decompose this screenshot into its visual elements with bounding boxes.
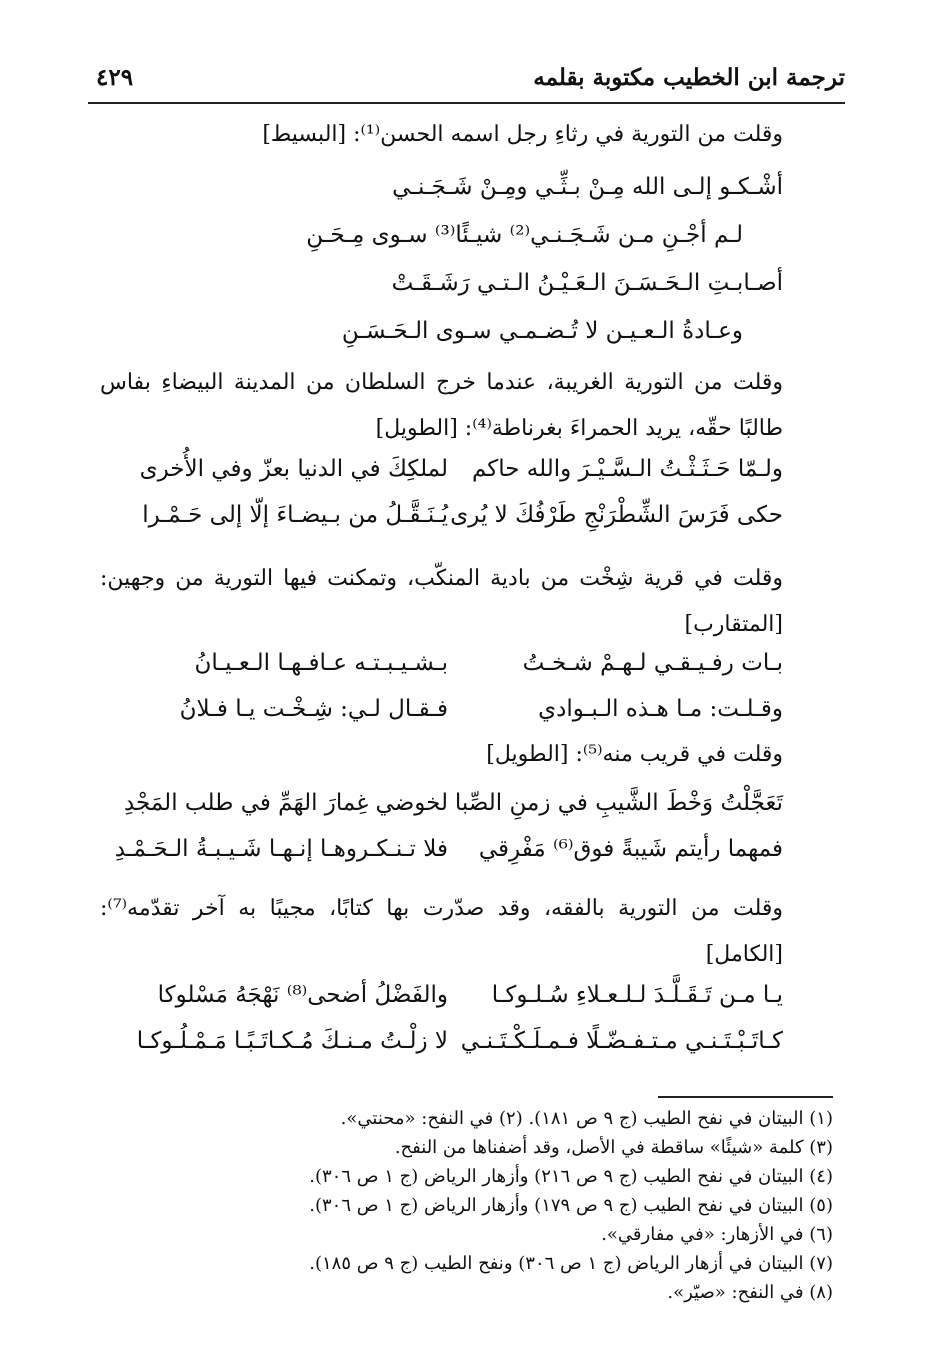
verse-hemistich-left: فـقـال لـي: شِـخْـت يـا فـلانُ xyxy=(179,696,448,722)
verse-hemistich-right: وقـلـت: مـا هـذه الـبـوادي xyxy=(538,696,783,722)
verse-line: أصـابـتِ الـحَـسَـنَ الـعَـيْـنُ الـتـي رَشَـقَـتْ xyxy=(391,270,783,296)
paragraph-intro-5: وقلت من التورية بالفقه، وقد صدّرت بها كتابًا، مجيبًا به آخر تقدّمه⁽⁷⁾: [الكامل] xyxy=(100,896,783,967)
footnote: (٤) البيتان في نفح الطيب (ج ٩ ص ٢١٦) وأزهار الرياض (ج ١ ص ٣٠٦). xyxy=(309,1166,833,1187)
verse-hemistich-right: حكى فَرَسَ الشِّطْرَنْجِ طَرْفُكَ لا يُرى xyxy=(450,502,783,528)
paragraph-intro-3: وقلت في قرية شِخْت من بادية المنكّب، وتمكنت فيها التورية من وجهين: [المتقارب] xyxy=(100,566,783,637)
verse-hemistich-left: والفَضْلُ أضحى⁽⁸⁾ نَهْجَهُ مَسْلوكا xyxy=(157,982,448,1008)
footnote: (٦) في الأزهار: «في مفارقي». xyxy=(601,1224,833,1245)
footnote: (٧) البيتان في أزهار الرياض (ج ١ ص ٣٠٦) ونفح الطيب (ج ٩ ص ١٨٥). xyxy=(309,1253,833,1274)
verse-hemistich-left: يُـنَـقَّـلُ من بـيضـاءَ إلّا إلى حَـمْـرا xyxy=(142,502,448,528)
footnote: (٨) في النفح: «صيّر». xyxy=(667,1282,833,1303)
verse-hemistich-left: لا زلْـتُ مـنـكَ مُـكـاتَـبًـا مَـمْـلُـوكـا xyxy=(136,1028,448,1054)
footnote: (٣) كلمة «شيئًا» ساقطة في الأصل، وقد أضفناها من النفح. xyxy=(394,1137,833,1158)
page-header xyxy=(88,58,845,104)
footnote-rule xyxy=(658,1096,833,1098)
verse-hemistich-right: بـات رفـيـقـي لـهـمْ شـخـتُ xyxy=(522,650,783,676)
verse-hemistich-left: لخوضي غِمارَ الهَمِّ في طلب المَجْدِ xyxy=(123,790,448,816)
paragraph-intro-1: وقلت من التورية في رثاءِ رجل اسمه الحسن⁽¹⁾: [البسيط] xyxy=(262,122,783,147)
paragraph-intro-2: وقلت من التورية الغريبة، عندما خرج السلطان من المدينة البيضاءِ بفاس طالبًا حقّه، يريد الحمراءَ بغرناطة⁽⁴⁾: [الطويل] xyxy=(100,370,783,441)
verse-hemistich-right: يـا مـن تَـقَـلَّـدَ لـلـعـلاءِ سُـلـوكـا xyxy=(491,982,783,1008)
footnotes xyxy=(120,1104,833,1307)
verse-hemistich-right: كـاتَـبْـتَـنـي مـتـفـضّـلًا فـمـلَـكْـتَـنـي xyxy=(460,1028,783,1054)
verse-hemistich-left: فلا تـنـكـروهـا إنـهـا شَـيـبـةُ الـحَـمْـدِ xyxy=(114,836,448,862)
verse-hemistich-left: بـشـيـبـتـه عـافـهـا الـعـيـانُ xyxy=(194,650,448,676)
running-title: ترجمة ابن الخطيب مكتوبة بقلمه xyxy=(533,64,845,91)
verse-line: أشْـكـو إلـى الله مِـنْ بـثِّـي ومِـنْ شَـجَـنـي xyxy=(392,174,783,200)
footnote: (٥) البيتان في نفح الطيب (ج ٩ ص ١٧٩) وأزهار الرياض (ج ١ ص ٣٠٦). xyxy=(309,1195,833,1216)
verse-hemistich-right: فمهما رأيتم شَيبةً فوق⁽⁶⁾ مَفْرِقي xyxy=(478,836,783,862)
verse-line: لـم أجْـنِ مـن شَـجَـنـي⁽²⁾ شيـئًا⁽³⁾ سـوى مِـحَـنِ xyxy=(306,222,743,248)
verse-line: وعـادةُ الـعـيـن لا تُـضـمـي سـوى الـحَـسَـنِ xyxy=(341,318,743,344)
verse-hemistich-right: تَعَجَّلْتُ وَخْطَ الشَّيبِ في زمنِ الصِّبا xyxy=(454,790,783,816)
footnote: (١) البيتان في نفح الطيب (ج ٩ ص ١٨١). (٢) في النفح: «محنتي». xyxy=(340,1108,833,1129)
header-rule xyxy=(88,102,845,104)
verse-hemistich-left: لملكِكَ في الدنيا بعزّ وفي الأُخرى xyxy=(139,456,448,482)
verse-hemistich-right: ولـمّا حَـثَـثْـتُ الـسَّـيْـرَ والله حاكم xyxy=(472,456,783,482)
paragraph-intro-4: وقلت في قريب منه⁽⁵⁾: [الطويل] xyxy=(486,742,783,767)
page-number: ٤٢٩ xyxy=(96,64,134,91)
